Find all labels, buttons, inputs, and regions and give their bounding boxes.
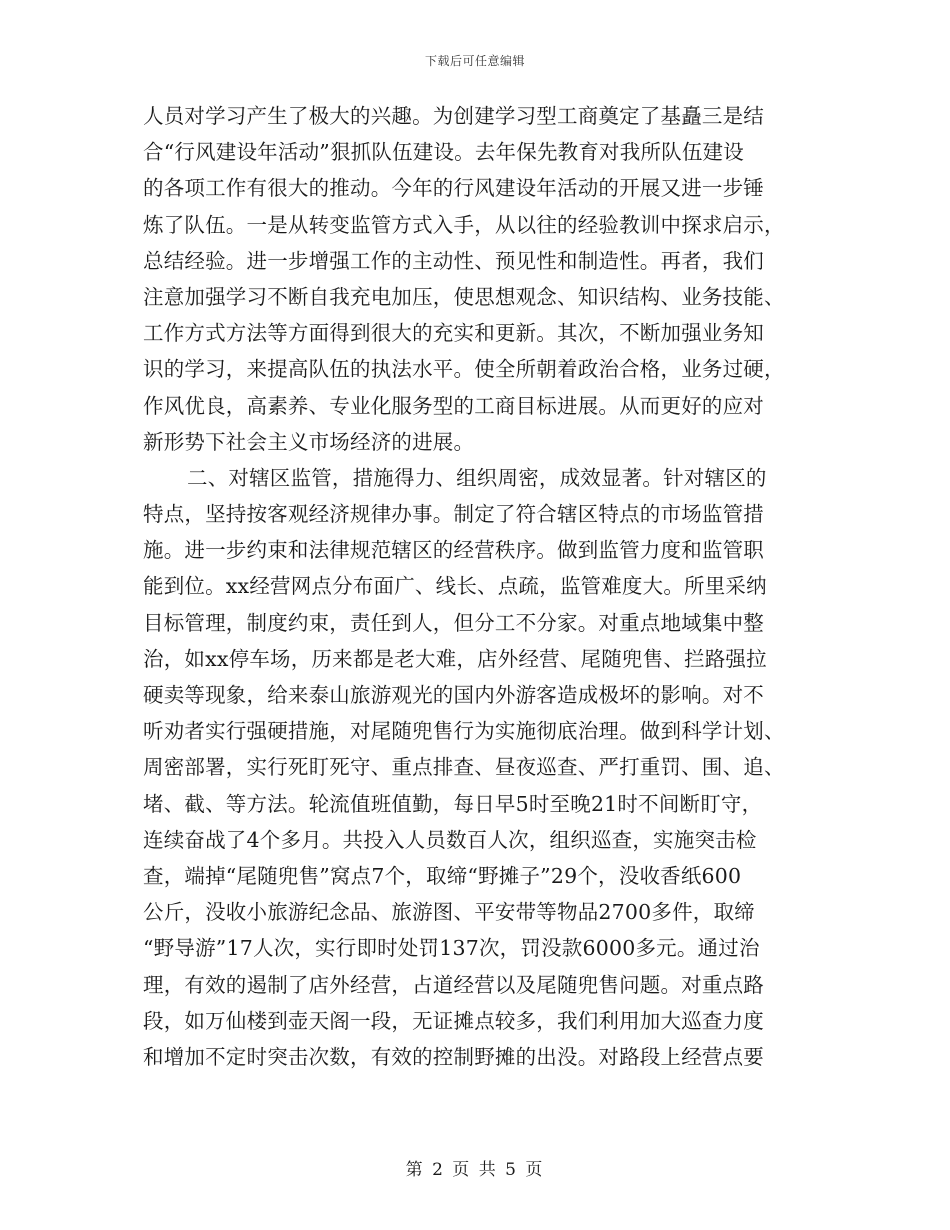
- text-line: 堵、截、等方法。轮流值班值勤，每日早5时至晚21时不间断盯守，: [143, 791, 763, 816]
- text-line: 特点，坚持按客观经济规律办事。制定了符合辖区特点的市场监管措: [143, 502, 764, 527]
- text-line: 注意加强学习不断自我充电加压，使思想观念、知识结构、业务技能、: [143, 284, 785, 309]
- paragraph-start-line: 二、对辖区监管，措施得力、组织周密，成效显著。针对辖区的: [187, 465, 767, 490]
- text-line: 连续奋战了4个多月。共投入人员数百人次，组织巡查，实施突击检: [143, 827, 757, 852]
- text-line: 总结经验。进一步增强工作的主动性、预见性和制造性。再者，我们: [143, 248, 764, 273]
- text-line: 识的学习，来提高队伍的执法水平。使全所朝着政治合格，业务过硬，: [143, 357, 785, 382]
- text-line: 段，如万仙楼到壶天阁一段，无证摊点较多，我们利用加大巡查力度: [143, 1008, 764, 1033]
- document-body: [143, 98, 823, 1075]
- text-line: 的各项工作有很大的推动。今年的行风建设年活动的开展又进一步锤: [143, 176, 764, 201]
- text-line: 人员对学习产生了极大的兴趣。为创建学习型工商奠定了基矗三是结: [143, 104, 764, 128]
- text-line: 查，端掉“尾随兜售”窝点7个，取缔“野摊子”29个，没收香纸600: [143, 863, 742, 888]
- text-line: 新形势下社会主义市场经济的进展。: [143, 429, 475, 454]
- text-line: 作风优良，高素养、专业化服务型的工商目标进展。从而更好的应对: [143, 393, 764, 418]
- text-line: 目标管理，制度约束，责任到人，但分工不分家。对重点地域集中整: [143, 610, 764, 635]
- page-number-footer: 第 2 页 共 5 页: [405, 1160, 545, 1180]
- text-line: 公斤，没收小旅游纪念品、旅游图、平安带等物品2700多件，取缔: [143, 900, 755, 925]
- text-line: 硬卖等现象，给来泰山旅游观光的国内外游客造成极坏的影响。对不: [143, 683, 764, 707]
- text-line: 施。进一步约束和法律规范辖区的经营秩序。做到监管力度和监管职: [143, 538, 764, 563]
- text-line: 炼了队伍。一是从转变监管方式入手，从以往的经验教训中探求启示，: [143, 212, 785, 237]
- text-line: 和增加不定时突击次数，有效的控制野摊的出没。对路段上经营点要: [143, 1044, 764, 1069]
- text-line: “野导游”17人次，实行即时处罚137次，罚没款6000多元。通过治: [143, 936, 760, 961]
- page-header: 下载后可任意编辑: [424, 54, 525, 68]
- text-line: 听劝者实行强硬措施，对尾随兜售行为实施彻底治理。做到科学计划、: [143, 719, 785, 744]
- text-line: 治，如xx停车场，历来都是老大难，店外经营、尾随兜售、拦路强拉: [143, 646, 767, 671]
- text-line: 理，有效的遏制了店外经营，占道经营以及尾随兜售问题。对重点路: [143, 972, 764, 997]
- text-line: 合“行风建设年活动”狠抓队伍建设。去年保先教育对我所队伍建设: [143, 140, 744, 165]
- text-line: 工作方式方法等方面得到很大的充实和更新。其次，不断加强业务知: [143, 321, 764, 346]
- text-line: 能到位。xx经营网点分布面广、线长、点疏，监管难度大。所里采纳: [143, 574, 767, 599]
- text-line: 周密部署，实行死盯死守、重点排查、昼夜巡查、严打重罚、围、追、: [143, 755, 785, 780]
